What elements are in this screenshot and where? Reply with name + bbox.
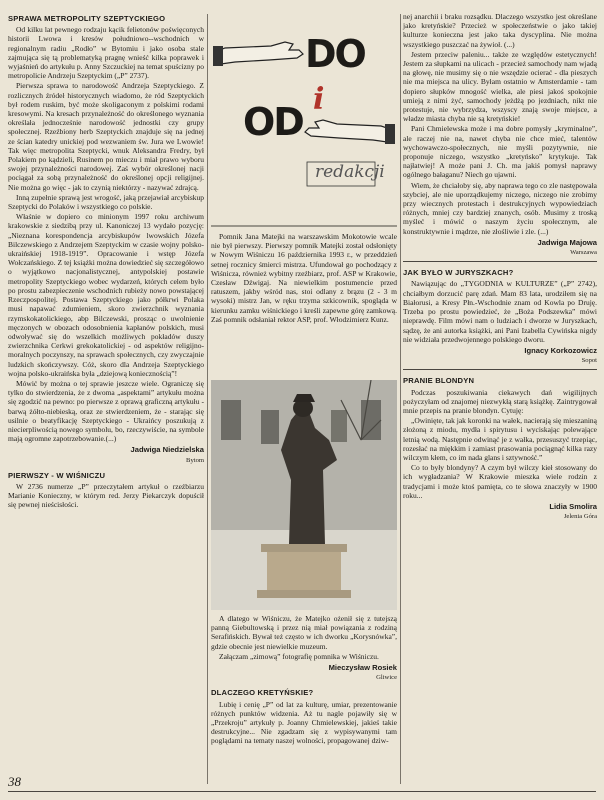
signature: Mieczysław Rosiek (328, 663, 397, 673)
paragraph: Co to były blondyny? A czym był wilczy kieł stosowany do ich wygładzania? W Krakowie mieszka wiele rodzin z tradycjami i może ktoś pamięta, co te słowa znaczyły w 1900 roku... (403, 463, 597, 500)
column-2-continued (211, 614, 397, 747)
signature-city: Warszawa (570, 249, 597, 257)
paragraph: Właśnie w dopiero co minionym 1997 roku archiwum krakowskie z siedzibą przy ul. Kanoniczej 13 wydało pozycję: „Nieznana korespondencja arcybiskupów lwowskich Józefa Bilczewskiego z Andrzejem Szeptyckim w czasie wojny polsko-ukraińskiej 1918-1919”. Opracowanie i wstęp Józefa Wołczańskiego. Z tej książki można dowiedzieć się szczegółowo o wyjątkowo nacjonalistycznej, antypolskiej postawie metropolity Szeptyckiego wobec wydarzeń, których celem było po prostu zabezpieczenie wschodnich rubieży nowo powstającej Rzeczpospolitej. Postawa Szeptyckiego jako półkrwi Polaka musi napawać zdumieniem, skoro zwierzchnik wyznania rzymskokatolickiego, abp Bilczewski, prosząc o uwolnienie męczonych w obozach odosobnienia kapłanów polskich, musi odwoływać się do wszelkich możliwych pokładów duszy zwierzchnika Cerkwi grekokatolickiej - od aspektów religijno-moralnych poczynszy, na sprawach społecznych, czy zwyczajnie ludzkich skończywszy. Cóż, skoro dla Andrzeja Szeptyckiego wojna polsko-ukraińska była „dziejową koniecznością”! (8, 212, 204, 378)
paragraph: Lubię i cenię „P” od lat za kulturę, umiar, prezentowanie różnych punktów widzenia. Aż tu nagle pojawiły się w „Przekroju” artykuły p. Joanny Chmielewskiej, jakieś takie destrukcyjne... Nie zgadzam się z wypisywanymi tam poglądami na tematy naszej wolności, propagowanej dziw- (211, 699, 397, 746)
article-title: SPRAWA METROPOLITY SZEPTYCKIEGO (8, 14, 166, 23)
column-3 (403, 12, 597, 525)
column-1 (8, 12, 204, 511)
signature: Ignacy Korkozowicz (524, 345, 597, 355)
signature-city: Jelenia Góra (563, 513, 597, 521)
article-title: DLACZEGO KRETYŃSKIE? (211, 688, 314, 698)
paragraph: Pomnik Jana Matejki na warszawskim Mokotowie wcale nie był pierwszy. Pierwszy pomnik Matejki został odsłonięty w Nowym Wiśniczu 16 października 1993 r., w przeddzień setnej rocznicy śmierci mistrza. Ufundował go pochodzący z Wiśnicza, również wybitny rzeźbiarz, prof. ASP w Krakowie, Czesław Dźwigaj. Na niewielkim postumencie przed ratuszem, jakby wśród nas, stoi odlany z brązu (2 - 3 m wysoki) mistrz Jan, w ręku trzyma szkicownik, spogląda w kierunku zamku wiśnickiego i kreśli zapewne górę zamkową. Zaś pomnik odsłaniał rektor ASP, prof. Włodzimierz Kunz. (211, 232, 397, 324)
column-divider (400, 14, 401, 784)
statue-photo (211, 380, 397, 610)
paragraph: Pani Chmielewska może i ma dobre pomysły „kryminalne”, ale raczej nie na, nawet chyba nie chce mieć, talentów wychowawczo-społecznych, nie myśli pozytywnie, nie proponuje niczego, wszystko „kretyńsko” krytykuje. Tak najłatwiej! A może pani J. Ch. ma jakiś pomysł naprawy ogólnego bałaganu? Niech go ujawni. (403, 124, 597, 180)
paragraph: Nawiązując do „TYGODNIA w KULTURZE” („P” 2742), chciałbym dorzucić parę zdań. Mam 83 lata, urodziłem się na Białorusi, a Kresy Płn.-Wschodnie znam od Kowla po Druję. Trzeba po prostu powiedzieć, że „Boża Podszewka” mówi nieprawdę. Film mówi nam o ludziach i dworze w Juryszkach, sądzę, że ani autorka książki, ani Pani Izabella Cywińska nigdy nie widziała przedwojennego polskiego dworu. (403, 279, 597, 344)
signature: Lidia Smolira (549, 501, 597, 511)
signature-city: Sopot (581, 357, 597, 365)
paragraph: Pierwsza sprawa to narodowość Andrzeja Szeptyckiego. Z rozlicznych źródeł historycznych wiadomo, że ród Szeptyckich był rodem ruskim, być może skoligaconym z polskimi rodami kresowymi. Na kresach przynależność do określonego wyznania określała jednocześnie narodowość jednostki czy grupy społecznej. Rzeźbiony herb Szeptyckich znajduje się na jednej ze ścian katedry unickiej pod wezwaniem św. Jura we Lwowie! Tak więc metropolita Szeptycki, wnuk Aleksandra Fredry, był Polakiem po kądzieli, Rusinem po mieczu i miał prawo wyboru swojej przynależności narodowej. Zaś wybór określonej nacji pociągał za sobą przynależność do określonej opcji religijnej. Nie można go więc - jak to czynią niektórzy - nazywać zdrajcą. (8, 81, 204, 192)
paragraph: Wiem, że chciałoby się, aby naprawa tego co zle następowała szybciej, ale nie uporządkujemy niczego, niczego nie zrobimy przy wiecznych protestach i destrukcyjnych wypowiedziach różnych, mniej czy bardziej znanych, osób. Musimy z troską myśleć i mówić o naszym życiu społecznym, ale konstruktywnie i mądrze, nie złośliwie i zle. (...) (403, 180, 597, 236)
paragraph: A dlatego w Wiśniczu, że Matejko ożenił się z tutejszą panną Giebultowską i przez nią miał powiązania z rodziną Serafińskich. Bywał też często w ich dworku „Korysnówka”, gdzie obecnie jest niewielkie muzeum. (211, 614, 397, 651)
header-graphic (211, 12, 397, 230)
header-od: OD (243, 100, 303, 144)
header-i: i (313, 82, 325, 117)
paragraph: „Owinięte, tak jak koronki na wałek, nacierają się mieszaniną złożoną z miodu, mydła i spirytusu i wyciskając polewające letnią wodą. Następnie odwinąć je z wałka, przesuszyć trzepiąc, rozesłać na miękkim i zamiast prasowania pociągnąć kilka razy wilczym kłem, co im nada glans i sztywność.” (403, 416, 597, 462)
paragraph: W 2736 numerze „P” przeczytałem artykuł o rzeźbiarzu Marianie Konieczny, w którym red. Jerzy Piekarczyk dopuścił się pewnej nieścisłości. (8, 481, 204, 510)
footer-rule (8, 791, 596, 792)
divider (403, 261, 597, 262)
article-title: PRANIE BLONDYN (403, 376, 475, 386)
article-title: PIERWSZY - W WIŚNICZU (8, 470, 106, 480)
header-do: DO (305, 32, 365, 76)
column-2 (211, 232, 397, 325)
paragraph: Jestem przeciw paleniu... także ze względów estetycznych! Jestem za słupkami na ulicach - przecież samochody nam wjadą na głowę, nie musimy się o nie wszędzie ocierać - dla pieszych nie ma miejsca na ulicy. Byłam ostatnio w Amsterdamie - tam dopiero słupków mnogość wielka, ale piesi jakoś spokojnie umieją z nimi żyć, samochody jeżdżą po jezdniach, nikt nie protestuje, nie wybrzydza, wszyscy znają swoje miejsce, a władze miasta chyba nie są kretyńskie! (403, 49, 597, 124)
signature: Jadwiga Majowa (537, 237, 597, 247)
paragraph: Załączam „zimową” fotografię pomnika w Wiśniczu. (219, 651, 379, 661)
divider (403, 369, 597, 370)
paragraph: Inną zupełnie sprawą jest wrogość, jaką przejawiał arcybiskup Szeptycki do Polaków i wszystkiego co polskie. (8, 192, 204, 212)
paragraph: nej anarchii i braku rozsądku. Dlaczego wszystko jest określane jako kretyńskie? Przecież w społeczeństwie o jako takiej kulturze konieczna jest jako taka dyscyplina. Nie można wszystkiego puszczać na żywioł. (...) (403, 12, 597, 49)
column-divider (207, 14, 208, 784)
signature-city: Gliwice (376, 674, 397, 682)
page-number: 38 (8, 774, 21, 789)
signature: Jadwiga Niedzielska (130, 445, 204, 455)
signature-city: Bytom (186, 456, 204, 464)
paragraph: Od kilku lat pewnego rodzaju kącik felietonów poświęconych historii Lwowa i kresów południowo--wschodnich w regionalnym radiu „Rodło” w Bytomiu i jako osoba stale zajmująca się tą problematyką pragnę wnieść kilka poprawek i wyjaśnień do artykułu p. Anny Szczuckiej na temat spuścizny po metropolicie Andrzeju Szeptyckim („P” 2737). (8, 25, 204, 81)
paragraph: Podczas poszukiwania ciekawych dań wigilijnych pożyczyłam od znajomej niezwykłą starą książkę. Zaintrygował mnie przepis na pranie blondyn. Cytuję: (403, 387, 597, 415)
paragraph: Mówić by można o tej sprawie jeszcze wiele. Ograniczę się tylko do stwierdzenia, że z dwoma „aspektami” artykułu można się zgodzić na pewno: po pierwsze z oprawą graficzną artykułu - barwą żółto-niebieską, oraz ze stwierdzeniem, że - starając się usilnie o beatyfikację Szeptyckiego - Ukraińcy poszukują z niecierpliwością nowego symbolu, bo, rzeczywiście, na symbole mają ogromne zapotrzebowanie.(...) (8, 378, 204, 444)
article-title: JAK BYŁO W JURYSZKACH? (403, 268, 514, 278)
header-redakcji: redakcji (315, 162, 385, 182)
pointing-hands-icon (211, 12, 397, 230)
